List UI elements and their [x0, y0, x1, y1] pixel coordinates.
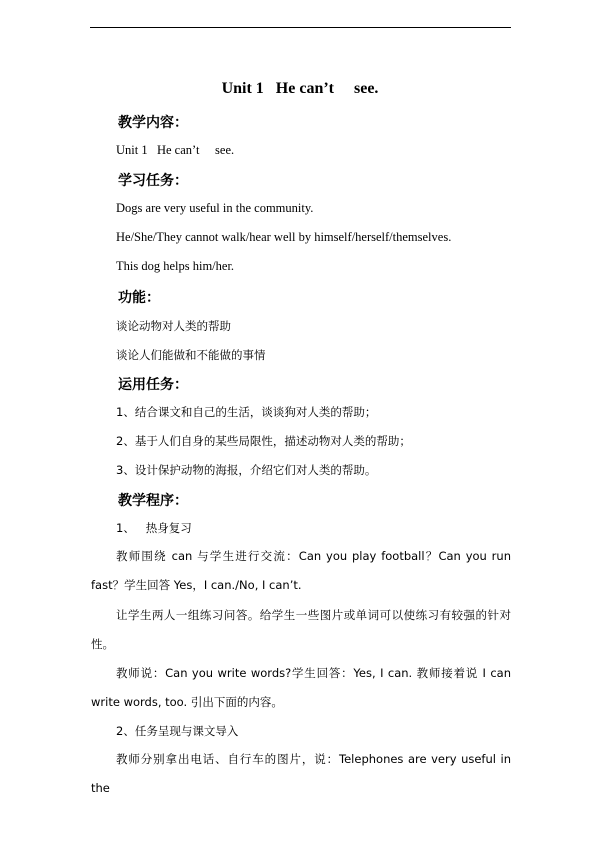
procedure-paragraph: 让学生两人一组练习问答。给学生一些图片或单词可以使练习有较强的针对性。	[91, 608, 511, 651]
function-line: 谈论动物对人类的帮助	[116, 319, 231, 333]
procedure-heading: 教学程序：	[118, 493, 188, 509]
apply-line: 3、设计保护动物的海报，介绍它们对人类的帮助。	[116, 463, 377, 477]
function-heading: 功能：	[118, 290, 160, 306]
apply-heading: 运用任务：	[118, 377, 188, 393]
content-line: Unit 1 He can’t see.	[116, 143, 235, 157]
task-line: Dogs are very useful in the community.	[116, 201, 314, 215]
header-rule	[90, 27, 511, 28]
procedure-paragraph: 教师围绕 can 与学生进行交流：Can you play football？Can you run fast？学生回答 Yes，I can./No, I can’t.	[91, 549, 511, 592]
procedure-paragraph: 教师分别拿出电话、自行车的图片，说：Telephones are very useful in the	[91, 752, 511, 795]
procedure-paragraph: 教师说：Can you write words?学生回答：Yes, I can. 教师接着说 I can write words, too. 引出下面的内容。	[91, 666, 511, 709]
page-title: Unit 1 He can’t see.	[221, 80, 379, 97]
procedure-step-2: 2、任务呈现与课文导入	[116, 724, 239, 738]
apply-line: 2、基于人们自身的某些局限性，描述动物对人类的帮助；	[116, 434, 411, 448]
procedure-step-1: 1、 热身复习	[116, 521, 192, 535]
function-line: 谈论人们能做和不能做的事情	[116, 348, 266, 362]
task-line: He/She/They cannot walk/hear well by himself/herself/themselves.	[116, 230, 452, 244]
task-line: This dog helps him/her.	[116, 259, 235, 273]
content-heading: 教学内容：	[118, 115, 188, 131]
apply-line: 1、结合课文和自己的生活，谈谈狗对人类的帮助；	[116, 405, 377, 419]
tasks-heading: 学习任务：	[118, 173, 188, 189]
